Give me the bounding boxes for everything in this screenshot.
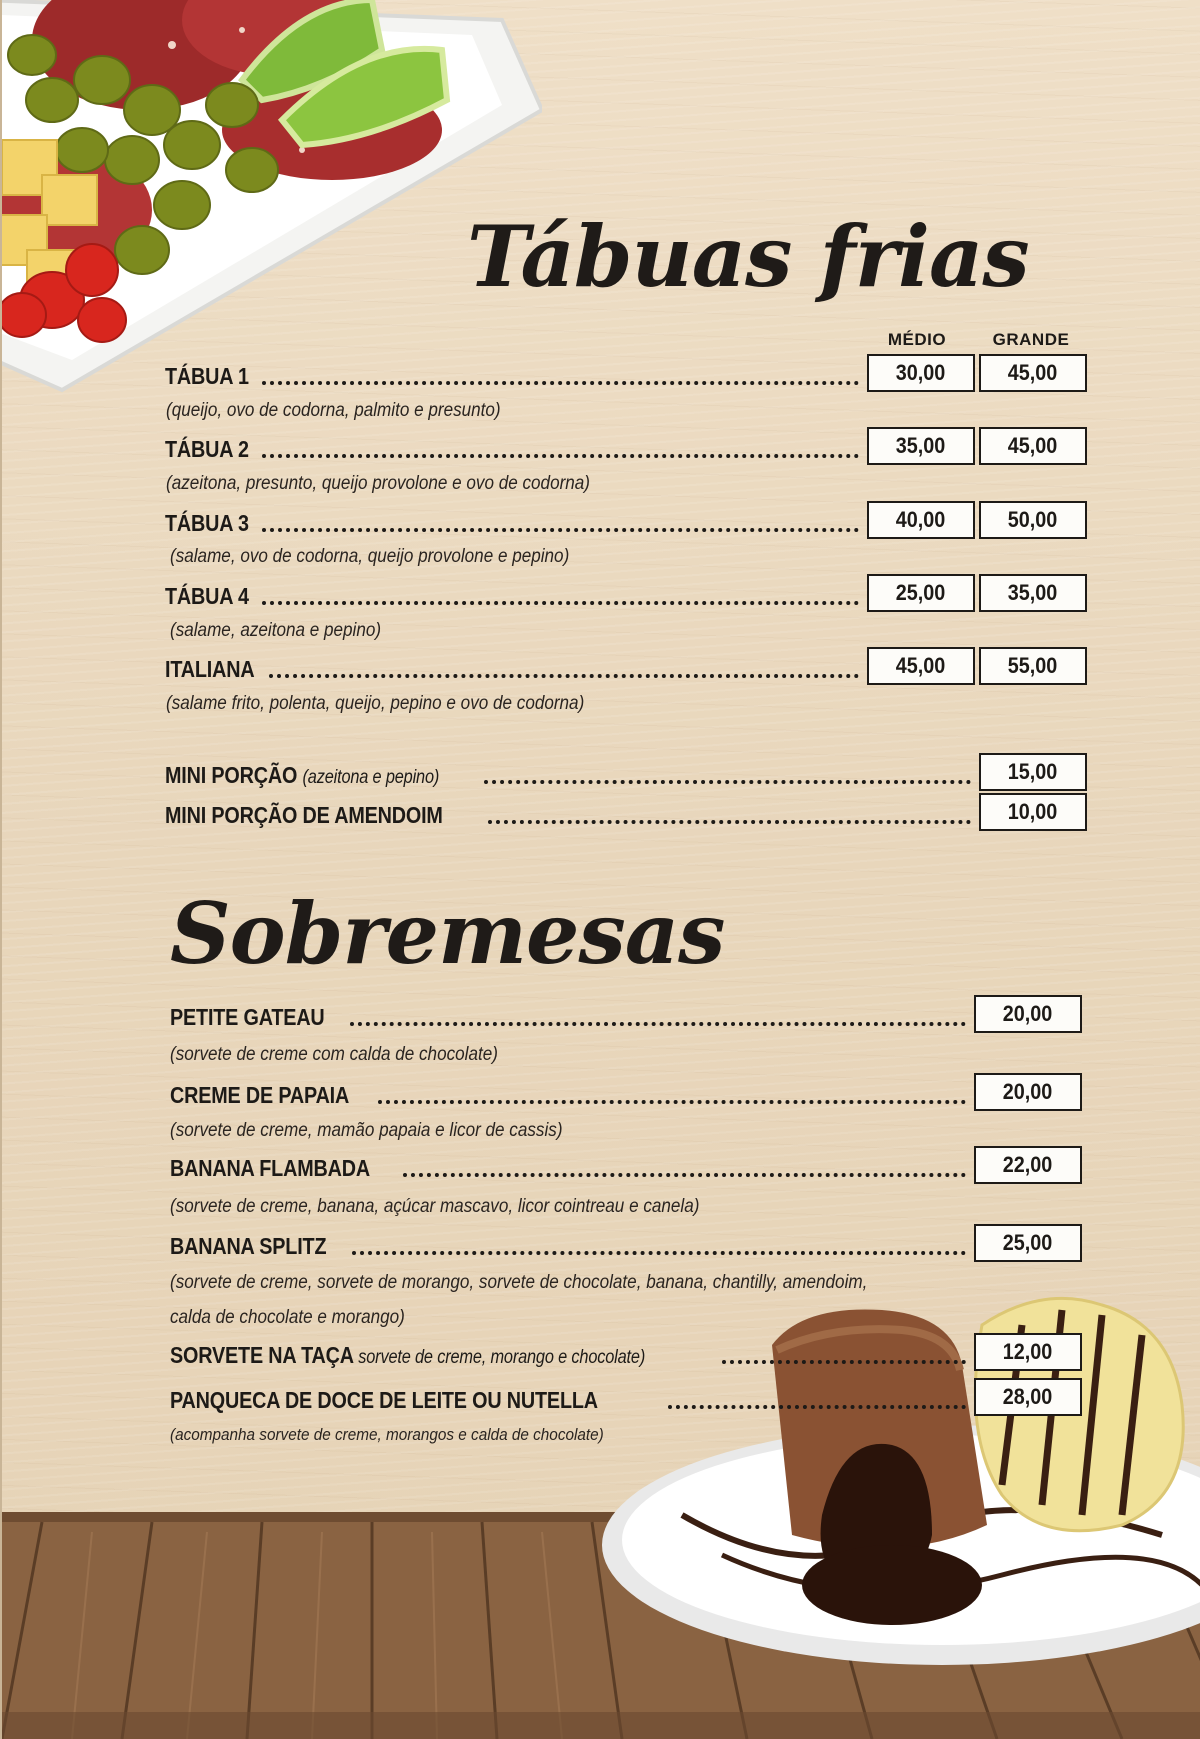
menu-row-tabua-3 [165, 499, 1087, 539]
price-medio: 45,00 [867, 647, 975, 685]
item-name: BANANA SPLITZ [170, 1233, 327, 1259]
item-description-continued: calda de chocolate e morango) [170, 1307, 405, 1328]
dotted-leader [269, 674, 859, 678]
menu-row-mini-porcao [165, 751, 1087, 791]
tabuas-title: Tábuas frias [467, 207, 1029, 306]
item-name: TÁBUA 1 [165, 363, 249, 389]
dotted-leader [262, 381, 859, 385]
price: 20,00 [974, 995, 1082, 1033]
col-medio-header: MÉDIO [887, 330, 947, 349]
item-name: CREME DE PAPAIA [170, 1082, 350, 1108]
item-description: (queijo, ovo de codorna, palmito e presunto) [166, 400, 501, 421]
price-medio: 25,00 [867, 574, 975, 612]
dotted-leader [488, 820, 971, 824]
price-medio: 35,00 [867, 427, 975, 465]
menu-row-banana-flambada [170, 1144, 1082, 1184]
dotted-leader [262, 454, 859, 458]
charcuterie-plate-image [0, 0, 542, 400]
price-grande: 45,00 [979, 427, 1087, 465]
item-name: MINI PORÇÃO DE AMENDOIM [165, 802, 443, 828]
col-grande-header: GRANDE [992, 330, 1070, 349]
dotted-leader [722, 1360, 966, 1364]
menu-row-tabua-4 [165, 572, 1087, 612]
dotted-leader [350, 1022, 966, 1026]
dotted-leader [262, 601, 859, 605]
price-grande: 50,00 [979, 501, 1087, 539]
dotted-leader [403, 1173, 966, 1177]
menu-row-panqueca [170, 1376, 1082, 1416]
menu-row-mini-amendoim [165, 791, 1087, 831]
menu-row-italiana [165, 645, 1087, 685]
price: 15,00 [979, 753, 1087, 791]
price-grande: 35,00 [979, 574, 1087, 612]
price: 22,00 [974, 1146, 1082, 1184]
item-name: SORVETE NA TAÇA sorvete de creme, morango e chocolate) [170, 1342, 646, 1368]
price: 25,00 [974, 1224, 1082, 1262]
item-name: PETITE GATEAU [170, 1004, 325, 1030]
item-description: (sorvete de creme, sorvete de morango, sorvete de chocolate, banana, chantilly, amendoim, [170, 1272, 868, 1293]
price: 20,00 [974, 1073, 1082, 1111]
item-description: (sorvete de creme com calda de chocolate) [170, 1044, 498, 1065]
item-name: PANQUECA DE DOCE DE LEITE OU NUTELLA [170, 1387, 598, 1413]
price-grande: 55,00 [979, 647, 1087, 685]
item-name: BANANA FLAMBADA [170, 1155, 370, 1181]
price: 28,00 [974, 1378, 1082, 1416]
menu-row-sorvete-taca [170, 1331, 1082, 1371]
menu-row-creme-papaia [170, 1071, 1082, 1111]
item-name: TÁBUA 4 [165, 583, 249, 609]
item-description: (salame, ovo de codorna, queijo provolone e pepino) [170, 546, 570, 567]
menu-row-tabua-1 [165, 352, 1087, 392]
item-inline-description: sorvete de creme, morango e chocolate) [353, 1347, 646, 1368]
dotted-leader [484, 780, 971, 784]
item-description: (azeitona, presunto, queijo provolone e ovo de codorna) [166, 473, 590, 494]
dotted-leader [262, 528, 859, 532]
item-description: (sorvete de creme, mamão papaia e licor de cassis) [170, 1120, 563, 1141]
dotted-leader [668, 1405, 966, 1409]
menu-row-tabua-2 [165, 425, 1087, 465]
menu-row-banana-splitz [170, 1222, 1082, 1262]
price: 10,00 [979, 793, 1087, 831]
item-name: MINI PORÇÃO (azeitona e pepino) [165, 762, 440, 788]
item-description: (sorvete de creme, banana, açúcar mascavo, licor cointreau e canela) [170, 1196, 700, 1217]
item-description: (salame, azeitona e pepino) [170, 620, 382, 641]
item-description: (salame frito, polenta, queijo, pepino e ovo de codorna) [166, 693, 585, 714]
menu-row-petite-gateau [170, 993, 1082, 1033]
item-name: TÁBUA 2 [165, 436, 249, 462]
item-inline-description: (azeitona e pepino) [302, 767, 440, 788]
sobremesas-title: Sobremesas [170, 884, 725, 983]
item-name: TÁBUA 3 [165, 510, 249, 536]
item-name: ITALIANA [165, 656, 255, 682]
dotted-leader [378, 1100, 966, 1104]
price: 12,00 [974, 1333, 1082, 1371]
price-grande: 45,00 [979, 354, 1087, 392]
item-description: (acompanha sorvete de creme, morangos e calda de chocolate) [170, 1425, 604, 1444]
price-medio: 40,00 [867, 501, 975, 539]
dotted-leader [352, 1251, 966, 1255]
price-medio: 30,00 [867, 354, 975, 392]
